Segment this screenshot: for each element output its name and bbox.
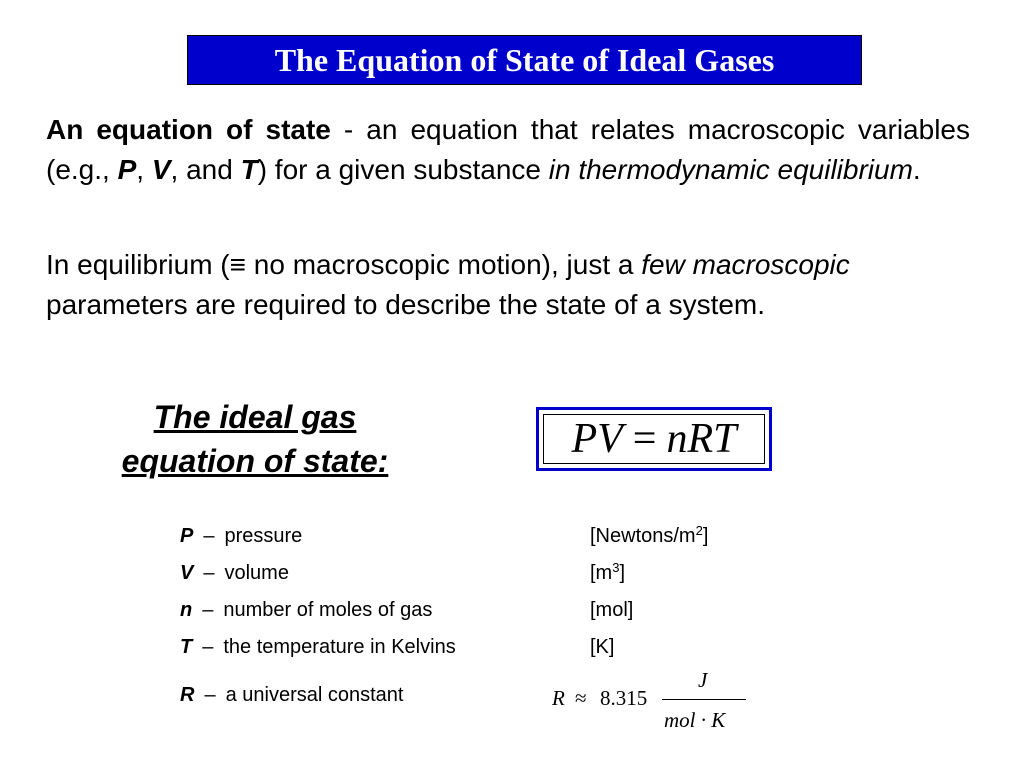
ideal-gas-equation: [543, 414, 765, 464]
ideal-gas-equation-box: [536, 407, 772, 471]
formula-lhs: R: [552, 686, 565, 710]
var-p-inline: P: [117, 154, 137, 185]
ideal-gas-heading: [60, 395, 450, 483]
variable-row-t: [180, 634, 615, 660]
period-text: .: [912, 154, 921, 185]
unit-text: ]: [702, 525, 709, 547]
heading-line-1: The ideal gas: [153, 399, 357, 435]
formula-value: 8.315: [600, 686, 648, 710]
variable-description: volume: [224, 562, 289, 584]
dash: –: [203, 562, 215, 584]
definition-text: ) for a given substance: [257, 154, 549, 185]
variable-description: a universal constant: [225, 684, 404, 706]
var-t-inline: T: [240, 154, 258, 185]
equiv-symbol: ≡: [229, 249, 246, 280]
variable-unit: [590, 634, 614, 660]
variable-symbol: V: [180, 562, 194, 584]
var-v-inline: V: [151, 154, 171, 185]
defined-term: An equation of state: [46, 114, 331, 145]
variable-row-n: [180, 597, 634, 623]
equation-equals: =: [632, 416, 657, 462]
separator-text: , and: [170, 154, 241, 185]
slide-title: The Equation of State of Ideal Gases: [187, 35, 862, 85]
unit-text: [m: [590, 562, 613, 584]
variable-symbol: n: [180, 599, 193, 621]
dash: –: [203, 525, 215, 547]
variable-row-r: [180, 682, 403, 708]
definition-text: - an equation that relates macroscopic variables (e.g.,: [46, 114, 970, 185]
variable-symbol: R: [180, 684, 195, 706]
variable-unit: [590, 597, 633, 623]
equation-rhs: nRT: [666, 416, 737, 462]
emphasis-text: in thermodynamic equilibrium: [548, 154, 913, 185]
variable-unit: [590, 523, 708, 549]
dash: –: [202, 599, 214, 621]
variable-unit: [590, 560, 625, 586]
gas-constant-formula: [548, 668, 748, 738]
equilibrium-text: In equilibrium (: [46, 249, 230, 280]
equation-lhs: PV: [571, 416, 623, 462]
variable-row-p: [180, 523, 709, 549]
equilibrium-text: parameters are required to describe the state of a system.: [46, 289, 766, 320]
unit-text: ]: [619, 562, 626, 584]
unit-text: [mol]: [590, 599, 634, 621]
unit-text: [K]: [590, 636, 615, 658]
variable-description: number of moles of gas: [223, 599, 433, 621]
variable-description: the temperature in Kelvins: [223, 636, 456, 658]
equilibrium-paragraph: [46, 245, 976, 325]
unit-exponent: 2: [695, 523, 703, 538]
fraction-denominator: mol · K: [664, 708, 726, 732]
unit-text: [Newtons/m: [590, 525, 696, 547]
fraction-numerator: J: [698, 668, 708, 692]
variable-description: pressure: [224, 525, 303, 547]
emphasis-text: few macroscopic: [641, 249, 850, 280]
variable-symbol: T: [180, 636, 193, 658]
dash: –: [204, 684, 216, 706]
heading-line-2: equation of state:: [121, 443, 389, 479]
variable-row-v: [180, 560, 626, 586]
unit-exponent: 3: [612, 560, 620, 575]
definition-paragraph: [46, 110, 970, 190]
variable-symbol: P: [180, 525, 194, 547]
separator-text: ,: [136, 154, 152, 185]
fraction-bar: [662, 699, 746, 700]
dash: –: [202, 636, 214, 658]
equilibrium-text: no macroscopic motion), just a: [245, 249, 642, 280]
approx-symbol: ≈: [575, 686, 587, 710]
